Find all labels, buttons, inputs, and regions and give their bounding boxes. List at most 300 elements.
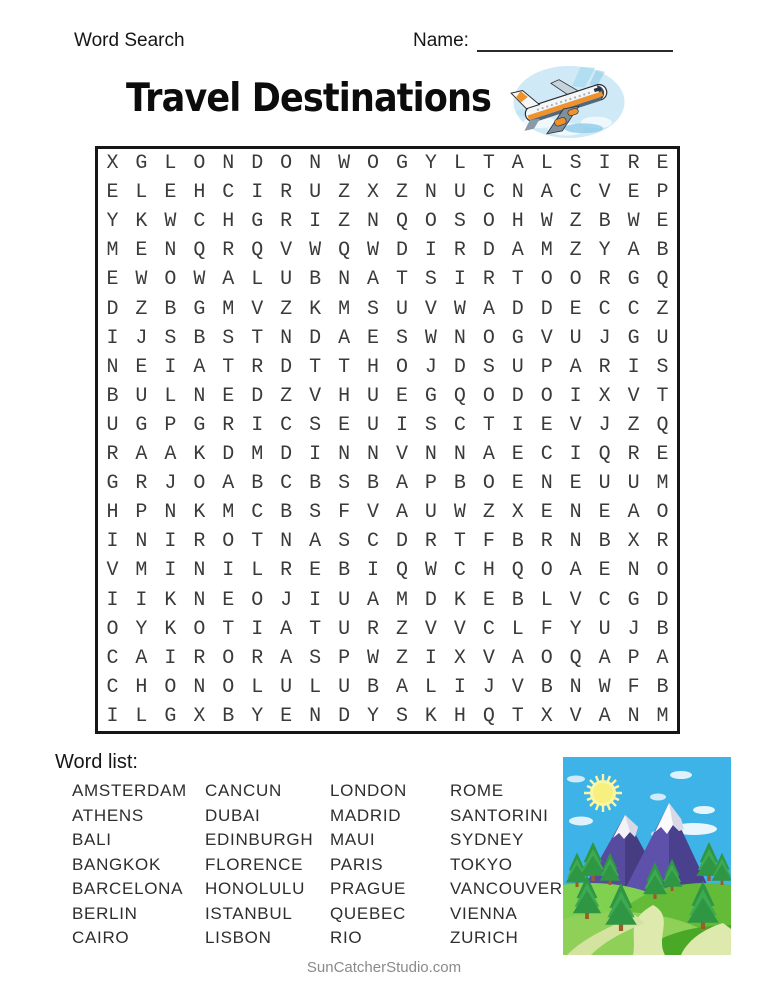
grid-letter: Q — [656, 268, 669, 292]
grid-letter: J — [627, 617, 640, 641]
grid-letter: Z — [395, 617, 408, 641]
word-list-column — [72, 779, 187, 951]
grid-letter: N — [164, 239, 177, 263]
word-item: SYDNEY — [450, 830, 525, 849]
grid-letter: P — [627, 646, 640, 670]
grid-letter: V — [424, 297, 437, 321]
grid-letter: Z — [395, 181, 408, 205]
name-label: Name: — [413, 30, 469, 51]
grid-letter: Q — [338, 239, 351, 263]
grid-letter: I — [251, 413, 264, 437]
grid-letter: A — [309, 530, 322, 554]
grid-letter: N — [309, 704, 322, 728]
grid-letter: Z — [627, 413, 640, 437]
grid-letter: X — [106, 152, 119, 176]
word-item: BALI — [72, 830, 112, 849]
grid-letter: X — [627, 530, 640, 554]
grid-letter: N — [627, 704, 640, 728]
grid-letter: Y — [135, 617, 148, 641]
grid-letter: M — [338, 297, 351, 321]
grid-letter: A — [569, 559, 582, 583]
grid-letter: A — [511, 152, 524, 176]
grid-letter: A — [511, 646, 524, 670]
grid-letter: C — [193, 210, 206, 234]
grid-letter: G — [193, 413, 206, 437]
grid-letter: U — [280, 268, 293, 292]
grid-letter: K — [193, 501, 206, 525]
grid-letter: Q — [453, 384, 466, 408]
grid-letter: X — [193, 704, 206, 728]
grid-letter: Q — [569, 646, 582, 670]
grid-letter: H — [106, 501, 119, 525]
grid-letter: I — [309, 588, 322, 612]
grid-letter: I — [164, 559, 177, 583]
grid-letter: V — [627, 384, 640, 408]
word-item: BANGKOK — [72, 854, 161, 874]
grid-letter: W — [338, 152, 351, 176]
word-item: ZURICH — [450, 928, 519, 947]
grid-letter: R — [251, 355, 264, 379]
word-item: TOKYO — [450, 854, 513, 874]
grid-letter: O — [540, 384, 553, 408]
grid-letter: V — [511, 675, 524, 699]
grid-letter: N — [540, 472, 553, 496]
grid-letter: S — [453, 210, 466, 234]
grid-letter: I — [569, 443, 582, 467]
grid-letter: O — [280, 152, 293, 176]
grid-letter: O — [540, 268, 553, 292]
grid-letter: R — [251, 646, 264, 670]
grid-letter: V — [424, 617, 437, 641]
grid-letter: I — [222, 559, 235, 583]
grid-letter: E — [569, 472, 582, 496]
grid-letter: E — [222, 384, 235, 408]
grid-letter: D — [511, 297, 524, 321]
grid-letter: N — [193, 559, 206, 583]
grid-letter: B — [164, 297, 177, 321]
grid-letter: M — [656, 704, 669, 728]
grid-letter: S — [309, 646, 322, 670]
grid-letter: N — [222, 152, 235, 176]
grid-letter: Q — [656, 413, 669, 437]
grid-letter: V — [569, 413, 582, 437]
grid-letter: N — [280, 530, 293, 554]
grid-letter: G — [511, 326, 524, 350]
grid-letter: T — [338, 355, 351, 379]
grid-letter: O — [251, 588, 264, 612]
grid-letter: O — [482, 472, 495, 496]
grid-letter: I — [569, 384, 582, 408]
grid-letter: Q — [193, 239, 206, 263]
grid-letter: A — [540, 181, 553, 205]
grid-letter: O — [222, 675, 235, 699]
grid-letter: J — [482, 675, 495, 699]
grid-letter: D — [395, 530, 408, 554]
grid-letter: Z — [656, 297, 669, 321]
grid-letter: K — [193, 443, 206, 467]
grid-letter: J — [424, 355, 437, 379]
grid-letter: R — [367, 617, 380, 641]
grid-letter: I — [367, 559, 380, 583]
grid-letter: L — [135, 704, 148, 728]
grid-letter: U — [367, 384, 380, 408]
grid-letter: G — [135, 152, 148, 176]
grid-letter: E — [569, 297, 582, 321]
grid-letter: R — [627, 152, 640, 176]
grid-letter: N — [193, 384, 206, 408]
word-item: VIENNA — [450, 903, 518, 923]
grid-letter: A — [367, 588, 380, 612]
grid-letter: A — [280, 617, 293, 641]
grid-letter: A — [395, 472, 408, 496]
grid-letter: B — [511, 530, 524, 554]
grid-letter: E — [338, 413, 351, 437]
grid-letter: E — [656, 443, 669, 467]
grid-letter: W — [453, 501, 466, 525]
grid-letter: W — [135, 268, 148, 292]
grid-letter: A — [193, 355, 206, 379]
grid-letter: N — [424, 181, 437, 205]
grid-letter: N — [569, 675, 582, 699]
word-item: CAIRO — [72, 928, 130, 947]
grid-letter: T — [656, 384, 669, 408]
grid-letter: J — [280, 588, 293, 612]
word-list-column — [330, 779, 407, 951]
grid-letter: J — [598, 413, 611, 437]
grid-letter: T — [309, 617, 322, 641]
grid-letter: E — [222, 588, 235, 612]
word-item: MADRID — [330, 805, 402, 825]
grid-letter: H — [222, 210, 235, 234]
grid-letter: H — [453, 704, 466, 728]
grid-letter: N — [424, 443, 437, 467]
grid-letter: N — [280, 326, 293, 350]
grid-letter: O — [656, 501, 669, 525]
grid-letter: G — [627, 588, 640, 612]
grid-letter: C — [482, 617, 495, 641]
grid-letter: U — [106, 413, 119, 437]
grid-letter: T — [482, 152, 495, 176]
grid-letter: U — [424, 501, 437, 525]
grid-letter: V — [367, 501, 380, 525]
grid-letter: B — [598, 530, 611, 554]
grid-letter: N — [106, 355, 119, 379]
grid-letter: P — [656, 181, 669, 205]
word-list-column — [450, 779, 563, 951]
grid-letter: L — [251, 675, 264, 699]
grid-letter: B — [453, 472, 466, 496]
grid-letter: S — [222, 326, 235, 350]
grid-letter: P — [338, 646, 351, 670]
grid-letter: I — [511, 413, 524, 437]
grid-letter: O — [482, 210, 495, 234]
grid-letter: U — [569, 326, 582, 350]
grid-letter: C — [106, 675, 119, 699]
grid-letter: D — [338, 704, 351, 728]
word-item: ROME — [450, 781, 504, 800]
word-item: QUEBEC — [330, 903, 406, 923]
grid-letter: U — [338, 675, 351, 699]
grid-letter: C — [453, 413, 466, 437]
grid-letter: U — [338, 617, 351, 641]
grid-letter: R — [424, 530, 437, 554]
grid-letter: U — [280, 675, 293, 699]
worksheet-type-label: Word Search — [74, 30, 185, 51]
grid-letter: O — [164, 268, 177, 292]
grid-letter: B — [540, 675, 553, 699]
grid-letter: B — [656, 617, 669, 641]
grid-letter: B — [309, 472, 322, 496]
grid-letter: N — [338, 443, 351, 467]
grid-letter: L — [511, 617, 524, 641]
grid-letter: X — [598, 384, 611, 408]
grid-letter: T — [395, 268, 408, 292]
grid-letter: A — [511, 239, 524, 263]
grid-letter: C — [367, 530, 380, 554]
grid-letter: F — [627, 675, 640, 699]
grid-letter: I — [106, 704, 119, 728]
grid-letter: E — [598, 559, 611, 583]
grid-letter: O — [193, 472, 206, 496]
grid-letter: D — [395, 239, 408, 263]
grid-letter: Z — [338, 210, 351, 234]
grid-letter: Y — [598, 239, 611, 263]
grid-letter: T — [482, 413, 495, 437]
grid-letter: S — [395, 326, 408, 350]
grid-letter: O — [540, 559, 553, 583]
grid-letter: E — [540, 413, 553, 437]
grid-letter: R — [598, 268, 611, 292]
word-item: LISBON — [205, 928, 272, 947]
grid-letter: I — [309, 443, 322, 467]
grid-letter: V — [106, 559, 119, 583]
grid-letter: M — [222, 297, 235, 321]
grid-letter: N — [367, 443, 380, 467]
grid-letter: Y — [424, 152, 437, 176]
grid-letter: O — [569, 268, 582, 292]
grid-letter: G — [106, 472, 119, 496]
grid-letter: X — [453, 646, 466, 670]
grid-letter: C — [627, 297, 640, 321]
grid-letter: G — [193, 297, 206, 321]
grid-letter: S — [424, 268, 437, 292]
grid-letter: Z — [395, 646, 408, 670]
grid-letter: I — [164, 530, 177, 554]
grid-letter: K — [164, 617, 177, 641]
grid-letter: V — [309, 384, 322, 408]
grid-letter: R — [482, 268, 495, 292]
grid-letter: I — [309, 210, 322, 234]
grid-letter: O — [222, 530, 235, 554]
grid-letter: R — [222, 239, 235, 263]
grid-letter: E — [309, 559, 322, 583]
grid-letter: T — [251, 530, 264, 554]
word-item: SANTORINI — [450, 805, 549, 825]
grid-letter: R — [280, 181, 293, 205]
grid-letter: C — [280, 413, 293, 437]
grid-letter: Z — [338, 181, 351, 205]
grid-letter: N — [367, 210, 380, 234]
grid-letter: R — [656, 530, 669, 554]
grid-letter: P — [540, 355, 553, 379]
grid-letter: U — [309, 181, 322, 205]
grid-letter: R — [135, 472, 148, 496]
grid-letter: B — [598, 210, 611, 234]
grid-letter: W — [367, 239, 380, 263]
grid-letter: G — [627, 326, 640, 350]
grid-letter: B — [309, 268, 322, 292]
grid-letter: L — [251, 268, 264, 292]
grid-letter: O — [540, 646, 553, 670]
grid-letter: T — [222, 355, 235, 379]
grid-letter: I — [164, 355, 177, 379]
grid-letter: I — [424, 646, 437, 670]
grid-letter: S — [569, 152, 582, 176]
grid-letter: C — [280, 472, 293, 496]
grid-letter: N — [338, 268, 351, 292]
name-blank-line — [477, 34, 673, 52]
grid-letter: U — [395, 297, 408, 321]
grid-letter: P — [164, 413, 177, 437]
grid-letter: B — [280, 501, 293, 525]
grid-letter: N — [193, 588, 206, 612]
grid-letter: B — [656, 239, 669, 263]
word-item: RIO — [330, 928, 363, 947]
grid-letter: E — [656, 210, 669, 234]
grid-letter: Q — [598, 443, 611, 467]
grid-letter: D — [511, 384, 524, 408]
grid-letter: W — [627, 210, 640, 234]
grid-letter: L — [164, 384, 177, 408]
airplane-illustration — [510, 64, 628, 140]
grid-letter: W — [540, 210, 553, 234]
grid-letter: N — [309, 152, 322, 176]
grid-letter: D — [280, 355, 293, 379]
grid-letter: K — [453, 588, 466, 612]
grid-letter: J — [135, 326, 148, 350]
grid-letter: E — [482, 588, 495, 612]
grid-letter: E — [106, 181, 119, 205]
grid-letter: G — [627, 268, 640, 292]
grid-letter: H — [482, 559, 495, 583]
grid-letter: I — [598, 152, 611, 176]
grid-letter: O — [193, 617, 206, 641]
grid-letter: X — [511, 501, 524, 525]
grid-letter: J — [598, 326, 611, 350]
word-item: HONOLULU — [205, 879, 306, 898]
grid-letter: F — [540, 617, 553, 641]
grid-letter: S — [482, 355, 495, 379]
grid-letter: B — [338, 559, 351, 583]
grid-letter: R — [106, 443, 119, 467]
word-grid — [95, 146, 680, 734]
grid-letter: U — [598, 472, 611, 496]
grid-letter: A — [367, 268, 380, 292]
grid-letter: Q — [511, 559, 524, 583]
grid-letter: I — [453, 268, 466, 292]
grid-letter: B — [511, 588, 524, 612]
grid-letter: I — [251, 617, 264, 641]
grid-letter: M — [395, 588, 408, 612]
grid-letter: A — [135, 646, 148, 670]
grid-letter: X — [540, 704, 553, 728]
grid-letter: S — [338, 530, 351, 554]
grid-letter: V — [482, 646, 495, 670]
grid-letter: A — [627, 501, 640, 525]
grid-letter: I — [106, 326, 119, 350]
grid-letter: Z — [569, 239, 582, 263]
word-item: MAUI — [330, 830, 376, 849]
footer-credit: SunCatcherStudio.com — [306, 959, 462, 976]
grid-letter: R — [280, 210, 293, 234]
grid-letter: G — [251, 210, 264, 234]
grid-letter: W — [309, 239, 322, 263]
grid-letter: E — [135, 355, 148, 379]
grid-letter: E — [511, 472, 524, 496]
grid-letter: H — [367, 355, 380, 379]
grid-letter: I — [164, 646, 177, 670]
grid-letter: N — [164, 501, 177, 525]
grid-letter: O — [482, 384, 495, 408]
grid-letter: E — [280, 704, 293, 728]
grid-letter: O — [367, 152, 380, 176]
grid-letter: Y — [251, 704, 264, 728]
grid-letter: O — [424, 210, 437, 234]
word-item: DUBAI — [205, 805, 261, 825]
grid-letter: Y — [367, 704, 380, 728]
grid-letter: S — [424, 413, 437, 437]
grid-letter: K — [309, 297, 322, 321]
grid-letter: V — [395, 443, 408, 467]
grid-letter: V — [569, 704, 582, 728]
grid-letter: Z — [569, 210, 582, 234]
grid-letter: A — [656, 646, 669, 670]
grid-letter: B — [367, 472, 380, 496]
grid-letter: W — [598, 675, 611, 699]
grid-letter: Q — [482, 704, 495, 728]
grid-letter: S — [309, 413, 322, 437]
grid-letter: D — [540, 297, 553, 321]
grid-letter: R — [193, 646, 206, 670]
grid-letter: G — [135, 413, 148, 437]
grid-letter: N — [453, 326, 466, 350]
grid-letter: Z — [482, 501, 495, 525]
grid-letter: N — [193, 675, 206, 699]
grid-letter: A — [164, 443, 177, 467]
grid-letter: Q — [251, 239, 264, 263]
grid-letter: N — [453, 443, 466, 467]
grid-letter: S — [164, 326, 177, 350]
grid-letter: L — [309, 675, 322, 699]
grid-letter: N — [569, 530, 582, 554]
grid-letter: V — [251, 297, 264, 321]
grid-letter: H — [338, 384, 351, 408]
grid-letter: R — [540, 530, 553, 554]
grid-letter: E — [627, 181, 640, 205]
grid-letter: A — [395, 675, 408, 699]
grid-letter: O — [656, 559, 669, 583]
grid-letter: U — [627, 472, 640, 496]
grid-letter: K — [164, 588, 177, 612]
grid-letter: W — [453, 297, 466, 321]
grid-letter: F — [338, 501, 351, 525]
grid-letter: A — [222, 472, 235, 496]
word-item: ISTANBUL — [205, 903, 293, 923]
grid-letter: I — [424, 239, 437, 263]
grid-letter: I — [106, 530, 119, 554]
word-item: LONDON — [330, 781, 407, 800]
grid-letter: T — [251, 326, 264, 350]
